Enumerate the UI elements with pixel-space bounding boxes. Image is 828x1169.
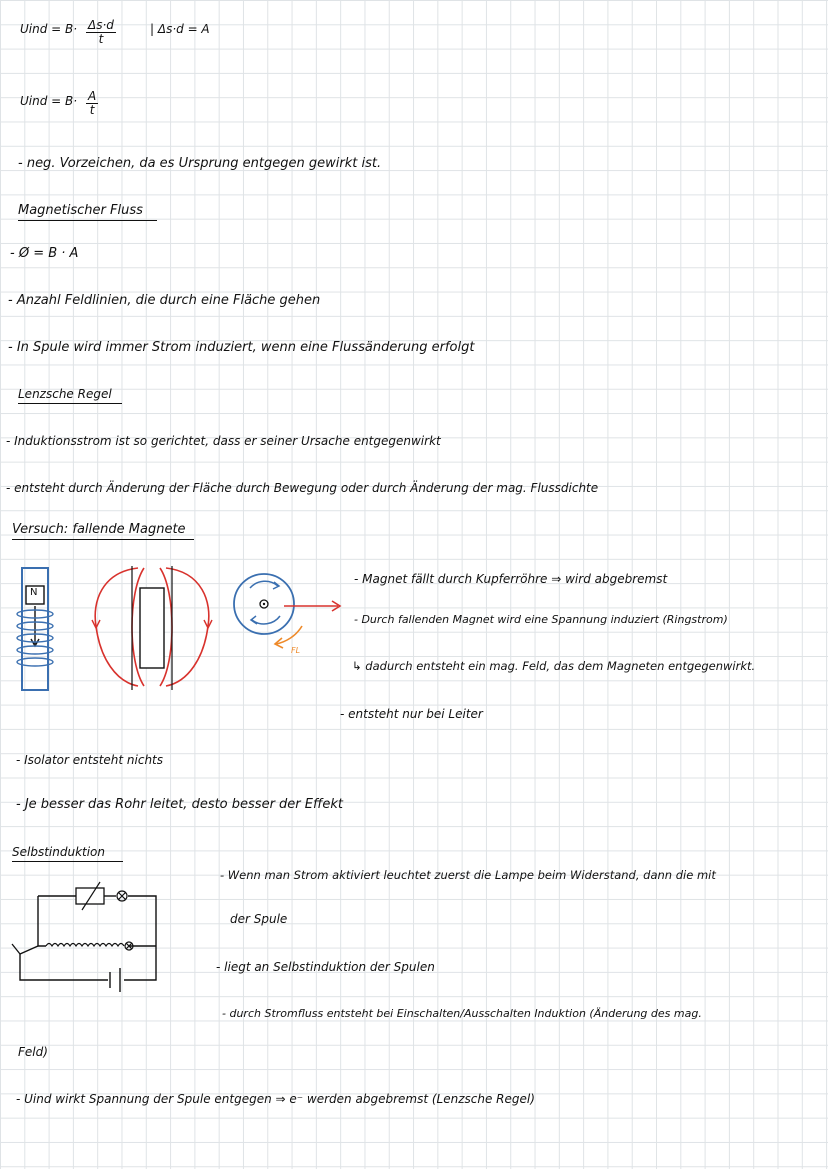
heading-self-induction: Selbstinduktion (12, 845, 123, 862)
coil (46, 944, 124, 947)
flux-formula: - Ø = B · A (10, 246, 79, 261)
ring-current-top-view (230, 566, 350, 666)
self-induction-line-1b: der Spule (230, 912, 288, 926)
formula-uind-1-lhs: Uind = B· (20, 22, 78, 36)
self-induction-circuit (10, 868, 160, 988)
self-induction-line-4: - Uind wirkt Spannung der Spule entgegen ⇒ e⁻ werden abgebremst (Lenzsche Regel) (16, 1092, 535, 1106)
self-induction-line-1a: - Wenn man Strom aktiviert leuchtet zuerst die Lampe beim Widerstand, dann die mit (220, 868, 716, 882)
formula-uind-1-numerator: Δs·d (88, 18, 114, 32)
magnet-north-label: N (30, 587, 38, 598)
formula-uind-2-fraction (86, 90, 98, 117)
lenz-line-2: - entsteht durch Änderung der Fläche durch Bewegung oder durch Änderung der mag. Flussdichte (6, 481, 599, 495)
circuit-wires (20, 896, 156, 980)
flux-line-2: - In Spule wird immer Strom induziert, wenn eine Flussänderung erfolgt (8, 340, 475, 355)
ring-current-arrows (250, 581, 280, 624)
experiment-bullet-1: - Magnet fällt durch Kupferröhre ⇒ wird abgebremst (354, 572, 668, 586)
isolator-note: - Isolator entsteht nichts (16, 753, 164, 767)
lenz-line-1: - Induktionsstrom ist so gerichtet, dass er seiner Ursache entgegenwirkt (6, 434, 441, 448)
experiment-bullet-3: ↳ dadurch entsteht ein mag. Feld, das dem Magneten entgegenwirkt. (352, 659, 756, 673)
experiment-bullet-2: - Durch fallenden Magnet wird eine Spannung induziert (Ringstrom) (354, 613, 728, 626)
heading-experiment: Versuch: fallende Magnete (12, 522, 194, 540)
lamp-1 (117, 891, 127, 901)
heading-magnetic-flux: Magnetischer Fluss (18, 203, 157, 221)
magnet-field-lines-diagram (92, 562, 212, 692)
formula-uind-1-aside: | Δs·d = A (150, 22, 210, 36)
lorentz-force-label: FL (291, 646, 301, 655)
magnet-rectangle (140, 588, 164, 668)
falling-magnet-diagram (10, 564, 64, 694)
self-induction-line-3b: Feld) (18, 1045, 48, 1059)
formula-uind-2-numerator: A (88, 89, 97, 103)
flux-line-1: - Anzahl Feldlinien, die durch eine Fläche gehen (8, 293, 321, 308)
conductivity-note: - Je besser das Rohr leitet, desto besser der Effekt (16, 797, 343, 812)
magnet-center (263, 603, 265, 605)
heading-lenz-rule: Lenzsche Regel (18, 387, 122, 404)
experiment-bullet-4: - entsteht nur bei Leiter (340, 707, 483, 721)
formula-uind-1-denominator: t (98, 32, 104, 46)
resistor (76, 888, 104, 904)
switch-lever (12, 944, 20, 954)
battery (110, 968, 120, 992)
formula-uind-2-lhs: Uind = B· (20, 94, 78, 108)
self-induction-line-3: - durch Stromfluss entsteht bei Einschalten/Ausschalten Induktion (Änderung des mag. (222, 1007, 702, 1020)
note-negative-sign: - neg. Vorzeichen, da es Ursprung entgegen gewirkt ist. (18, 156, 382, 171)
self-induction-line-2: - liegt an Selbstinduktion der Spulen (216, 960, 435, 974)
formula-uind-1-fraction (86, 19, 116, 46)
formula-uind-2-denominator: t (89, 103, 95, 117)
